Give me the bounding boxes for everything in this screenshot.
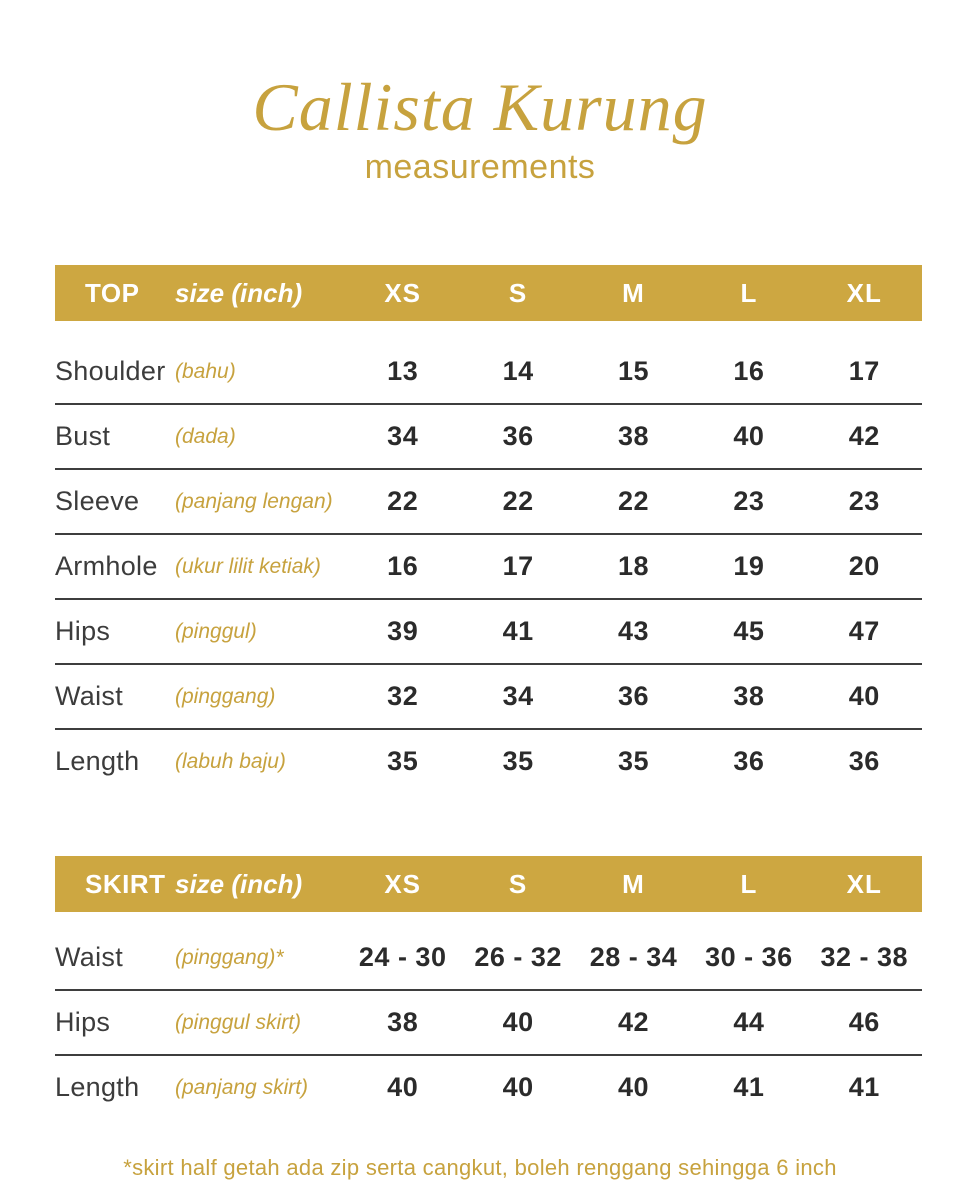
measurement-value: 30 - 36	[705, 942, 793, 973]
measurement-label: Bust	[55, 421, 111, 452]
measurement-translation: (pinggang)*	[175, 945, 284, 969]
measurement-label: Shoulder	[55, 356, 166, 387]
measurement-translation: (bahu)	[175, 359, 236, 383]
measurement-rows	[55, 340, 922, 793]
size-column-header: S	[508, 868, 528, 899]
measurement-rows	[55, 926, 922, 1119]
measurement-value: 40	[617, 1072, 650, 1103]
measurement-value: 46	[848, 1007, 880, 1038]
size-column-header: XL	[846, 277, 882, 308]
size-column-header: M	[622, 868, 645, 899]
measurement-label: Hips	[55, 616, 111, 647]
measurement-value: 35	[502, 746, 534, 777]
size-column-header: M	[622, 277, 645, 308]
measurement-value: 34	[387, 421, 419, 452]
measurement-value: 32 - 38	[820, 942, 909, 973]
size-unit-label: size (inch)	[175, 868, 303, 899]
measurement-translation: (panjang lengan)	[175, 489, 333, 513]
measurement-value: 40	[733, 421, 765, 452]
measurement-value: 34	[502, 681, 534, 712]
table-name-label: TOP	[85, 277, 140, 308]
size-column-header: XS	[384, 277, 422, 308]
measurement-row	[55, 926, 922, 991]
measurement-value: 40	[848, 681, 880, 712]
measurement-value: 35	[387, 746, 419, 777]
measurement-value: 32	[387, 681, 419, 712]
skirt-footnote: *skirt half getah ada zip serta cangkut, boleh renggang sehingga 6 inch	[123, 1155, 837, 1181]
measurement-row	[55, 405, 922, 470]
title-block	[0, 0, 960, 188]
measurement-value: 26 - 32	[474, 942, 562, 973]
measurement-row	[55, 470, 922, 535]
measurement-label: Waist	[55, 942, 123, 973]
measurement-value: 38	[387, 1007, 419, 1038]
measurement-value: 47	[848, 616, 880, 647]
table-header-bar	[55, 265, 922, 321]
measurement-label: Sleeve	[55, 486, 140, 517]
measurement-value: 17	[502, 551, 534, 582]
measurement-value: 45	[733, 616, 765, 647]
measurement-value: 42	[848, 421, 880, 452]
measurement-translation: (ukur lilit ketiak)	[175, 554, 321, 578]
measurement-value: 36	[502, 421, 534, 452]
table-name-label: SKIRT	[85, 868, 166, 899]
measurement-translation: (labuh baju)	[175, 749, 286, 773]
measurement-value: 41	[502, 616, 534, 647]
top-measurements-table	[55, 265, 922, 793]
measurement-row	[55, 665, 922, 730]
size-column-header: S	[508, 277, 528, 308]
measurement-label: Armhole	[55, 551, 158, 582]
size-column-header: L	[740, 868, 758, 899]
skirt-measurements-table	[55, 856, 922, 1119]
measurement-label: Length	[55, 746, 140, 777]
size-column-header: XS	[384, 868, 422, 899]
measurement-value: 18	[617, 551, 650, 582]
measurement-value: 36	[848, 746, 880, 777]
measurement-value: 24 - 30	[358, 942, 447, 973]
measurement-value: 38	[733, 681, 765, 712]
measurement-value: 17	[848, 356, 880, 387]
measurement-value: 28 - 34	[589, 942, 678, 973]
brand-title: Callista Kurung	[252, 69, 708, 145]
measurement-value: 22	[617, 486, 650, 517]
measurement-value: 41	[733, 1072, 765, 1103]
measurement-translation: (pinggang)	[175, 684, 276, 708]
size-column-header: XL	[846, 868, 882, 899]
measurement-value: 35	[617, 746, 650, 777]
measurement-value: 22	[387, 486, 419, 517]
measurement-value: 16	[733, 356, 765, 387]
size-column-header: L	[740, 277, 758, 308]
measurement-value: 13	[387, 356, 419, 387]
measurement-label: Length	[55, 1072, 140, 1103]
measurement-row	[55, 730, 922, 793]
measurement-value: 42	[617, 1007, 650, 1038]
measurement-value: 22	[502, 486, 534, 517]
measurement-value: 38	[617, 421, 650, 452]
measurement-value: 15	[617, 356, 650, 387]
measurement-value: 19	[733, 551, 765, 582]
measurement-value: 36	[617, 681, 650, 712]
measurement-translation: (panjang skirt)	[175, 1075, 309, 1099]
table-header-bar	[55, 856, 922, 912]
measurement-row	[55, 340, 922, 405]
measurement-translation: (dada)	[175, 424, 236, 448]
measurement-value: 20	[848, 551, 880, 582]
measurement-row	[55, 600, 922, 665]
measurement-translation: (pinggul skirt)	[175, 1010, 302, 1034]
measurement-value: 14	[502, 356, 534, 387]
measurement-value: 16	[387, 551, 419, 582]
subtitle: measurements	[364, 148, 596, 187]
measurement-value: 39	[387, 616, 419, 647]
measurement-value: 40	[387, 1072, 419, 1103]
size-unit-label: size (inch)	[175, 277, 303, 308]
measurement-value: 23	[733, 486, 765, 517]
measurement-label: Hips	[55, 1007, 111, 1038]
measurement-translation: (pinggul)	[175, 619, 257, 643]
measurement-value: 44	[733, 1007, 765, 1038]
measurement-label: Waist	[55, 681, 123, 712]
measurement-row	[55, 991, 922, 1056]
measurement-value: 36	[733, 746, 765, 777]
measurement-value: 40	[502, 1007, 534, 1038]
measurement-row	[55, 1056, 922, 1119]
measurement-value: 40	[502, 1072, 534, 1103]
measurement-value: 23	[848, 486, 880, 517]
measurement-value: 41	[848, 1072, 880, 1103]
measurement-value: 43	[617, 616, 650, 647]
measurement-row	[55, 535, 922, 600]
